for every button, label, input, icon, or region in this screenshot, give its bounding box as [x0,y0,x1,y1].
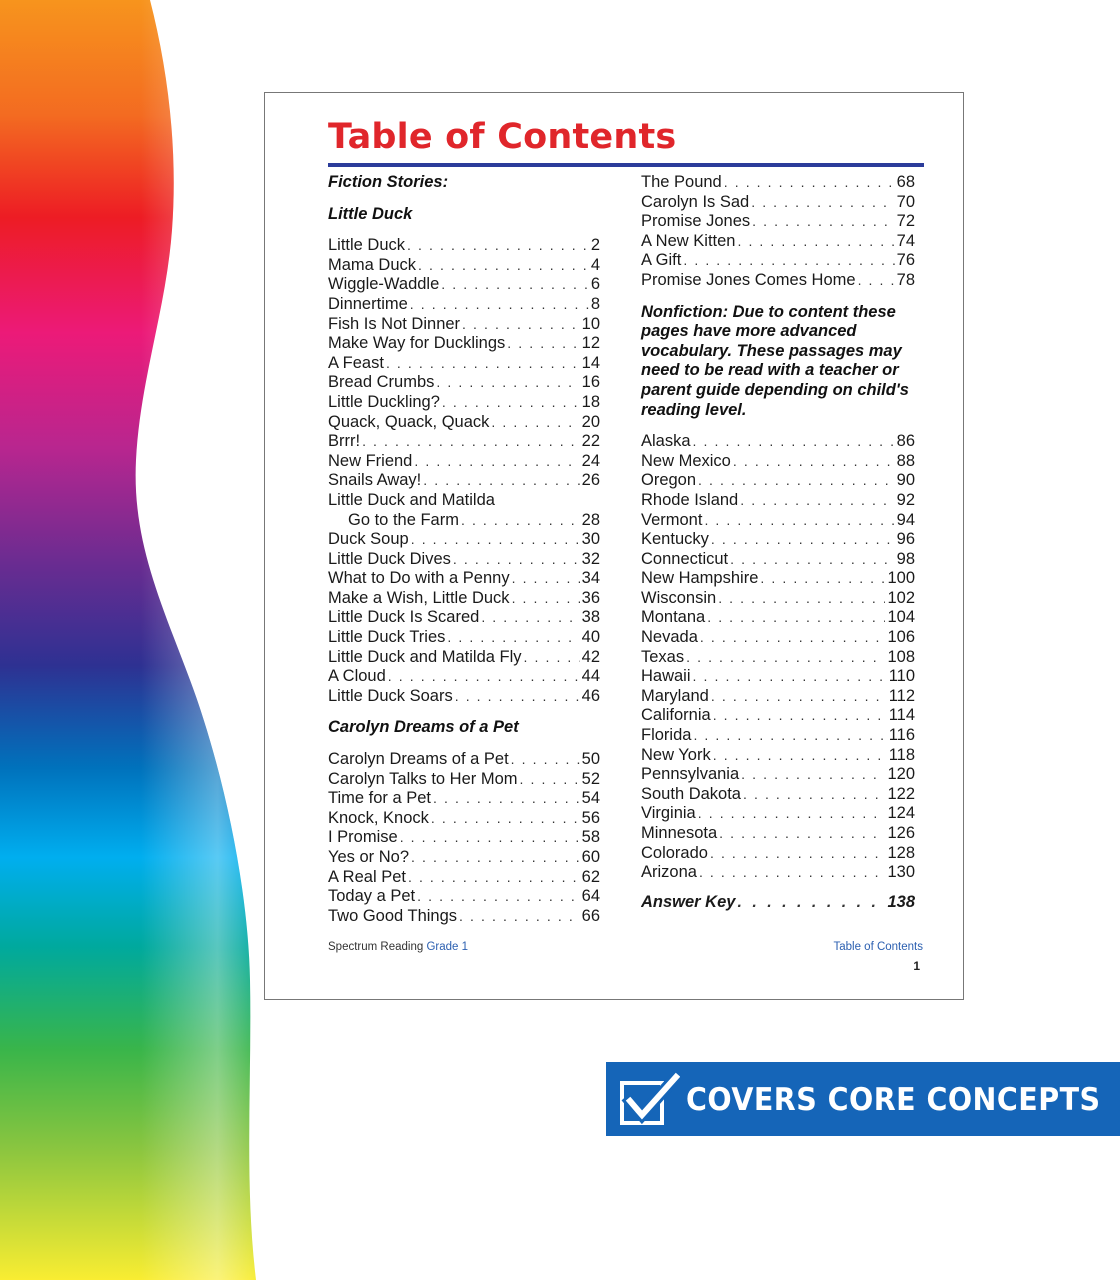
toc-entry[interactable] [328,828,600,848]
footer-series: Spectrum Reading [328,941,424,953]
entry-title: Little Duck Dives [328,549,451,568]
section-heading-fiction: Fiction Stories: [328,173,449,191]
entry-page: 130 [887,863,915,882]
entry-page: 14 [581,353,600,372]
dot-leader [491,413,579,433]
dot-leader [417,887,580,907]
dot-leader [751,193,894,213]
entry-title: New Hampshire [641,569,759,588]
entry-title: Dinnertime [328,294,408,313]
entry-page: 50 [581,750,600,769]
entry-title: Little Duck Soars [328,686,453,705]
toc-entry[interactable] [641,706,915,726]
entry-title: Little Duck and Matilda Fly [328,647,522,666]
entry-title: Hawaii [641,667,691,686]
toc-entry[interactable] [328,413,600,433]
entry-page: 42 [581,647,600,666]
entry-page: 44 [581,667,600,686]
dot-leader [455,687,580,707]
dot-leader [713,746,887,766]
dot-leader [414,452,579,472]
entry-title: Little Duck [328,236,406,255]
entry-page: 126 [887,824,915,842]
entry-title: Go to the Farm [348,510,459,529]
entry-title: South Dakota [641,784,741,803]
toc-entry[interactable] [641,251,915,271]
toc-entry[interactable] [641,550,915,570]
entry-title: Wiggle-Waddle [328,275,440,294]
entry-title: Make a Wish, Little Duck [328,588,510,607]
dot-leader [520,770,580,790]
toc-entry[interactable] [641,667,915,687]
dot-leader [431,809,580,829]
entry-title: Montana [641,608,706,627]
entry-page: 76 [896,251,915,270]
toc-entry[interactable] [641,648,915,668]
entry-title: Arizona [641,863,697,882]
dot-leader [524,648,580,668]
toc-entry[interactable] [641,432,915,452]
toc-entry[interactable] [641,785,915,805]
entry-page: 20 [581,412,600,431]
toc-entry[interactable] [328,393,600,413]
entry-title: Florida [641,726,692,745]
entry-title: Wisconsin [641,588,717,607]
title-underline [328,163,924,167]
entry-page: 6 [590,275,600,294]
entry-page: 4 [590,255,600,274]
toc-page [264,92,964,1000]
entry-title: California [641,706,711,725]
toc-entry[interactable] [328,275,600,295]
footer-grade: Grade 1 [426,941,469,953]
entry-page: 114 [888,706,915,725]
toc-right-column [641,173,915,912]
toc-entry[interactable] [328,770,600,790]
toc-entry[interactable] [328,687,600,707]
entry-title: Fish Is Not Dinner [328,314,461,333]
dot-leader [760,569,885,589]
entry-page: 98 [896,549,915,568]
dot-leader [442,393,580,413]
dot-leader [733,452,895,472]
entry-page: 70 [896,192,915,211]
entry-page: 56 [581,808,600,827]
toc-entry[interactable] [328,907,600,927]
entry-title: Little Duck Is Scared [328,608,480,627]
footer-section: Table of Contents [833,941,923,953]
entry-page: 30 [581,530,600,549]
entry-page: 118 [888,745,915,764]
entry-title: A Real Pet [328,867,406,886]
toc-entry[interactable] [641,569,915,589]
dot-leader [704,511,894,531]
dot-leader [724,173,895,193]
entry-title: The Pound [641,173,722,191]
entry-page: 88 [896,451,915,470]
entry-page: 64 [581,887,600,906]
dot-leader [511,750,580,770]
entry-title: New York [641,745,711,764]
toc-entry[interactable] [328,868,600,888]
toc-entry[interactable] [328,295,600,315]
entry-page: 60 [581,848,600,866]
rainbow-swoosh-decoration [0,0,300,1280]
toc-entry[interactable] [328,511,600,531]
entry-page: 2 [590,236,600,255]
entry-page: 26 [581,471,600,490]
dot-leader [441,275,589,295]
dot-leader [683,251,894,271]
dot-leader [711,687,887,707]
entry-title: Mama Duck [328,255,417,274]
toc-entry[interactable] [328,471,600,491]
toc-entry[interactable] [328,452,600,472]
entry-page: 46 [581,686,600,705]
toc-entry[interactable] [328,256,600,276]
entry-title: Quack, Quack, Quack [328,412,490,431]
section-heading-little-duck: Little Duck [328,204,413,223]
entry-title: Texas [641,647,685,666]
toc-entry[interactable] [641,687,915,707]
entry-title: Little Duck and Matilda [328,490,495,509]
toc-list-carolyn [328,750,600,926]
dot-leader [693,726,886,746]
entry-title: Colorado [641,843,708,862]
dot-leader [698,804,886,824]
toc-entry[interactable] [328,550,600,570]
dot-leader [362,432,580,452]
entry-title: A Gift [641,251,682,270]
toc-entry[interactable] [328,848,600,868]
toc-entry[interactable] [641,491,915,511]
entry-title: What to Do with a Penny [328,569,510,588]
toc-entry[interactable] [328,608,600,628]
dot-leader [481,608,579,628]
entry-page: 78 [896,270,915,289]
toc-entry[interactable] [641,471,915,491]
toc-entry[interactable] [328,648,600,668]
entry-title: A Feast [328,353,384,372]
dot-leader [388,667,580,687]
entry-title: Little Duckling? [328,392,440,411]
entry-title: Yes or No? [328,848,410,866]
toc-entry[interactable] [328,334,600,354]
toc-entry[interactable] [328,789,600,809]
covers-core-concepts-badge [606,1062,1120,1136]
entry-title: Carolyn Is Sad [641,192,750,211]
toc-entry[interactable] [641,530,915,550]
entry-title: Brrr! [328,432,361,451]
dot-leader [707,608,885,628]
entry-page: 62 [581,867,600,886]
toc-entry[interactable] [641,628,915,648]
toc-entry[interactable] [328,432,600,452]
entry-title: Maryland [641,686,709,705]
toc-entry[interactable] [641,173,915,193]
toc-entry[interactable] [328,569,600,589]
entry-title: Rhode Island [641,490,739,509]
dot-leader [410,295,589,315]
toc-entry[interactable] [641,271,915,291]
entry-page: 54 [581,789,600,808]
dot-leader [740,491,894,511]
entry-title: Carolyn Dreams of a Pet [328,750,509,769]
entry-title: Minnesota [641,824,718,842]
toc-entry[interactable] [328,887,600,907]
answer-key-entry[interactable] [641,893,915,913]
dot-leader [462,315,580,335]
entry-title: Duck Soup [328,530,409,549]
entry-title: New Mexico [641,451,731,470]
toc-entry[interactable] [641,212,915,232]
toc-entry[interactable] [641,804,915,824]
entry-title: Oregon [641,471,697,490]
entry-page: 100 [887,569,915,588]
checkbox-check-icon [618,1071,680,1127]
dot-leader [743,785,885,805]
entry-page: 110 [888,667,915,686]
toc-entry[interactable] [641,193,915,213]
dot-leader [858,271,895,291]
entry-page: 128 [887,843,915,862]
entry-title: Snails Away! [328,471,422,490]
entry-page: 116 [888,726,915,745]
dot-leader [411,530,580,550]
entry-page: 16 [581,373,600,392]
dot-leader [741,765,885,785]
entry-page: 102 [887,588,915,607]
dot-leader [752,212,895,232]
dot-leader [407,236,589,256]
dot-leader [686,648,885,668]
dot-leader [693,667,887,687]
entry-page: 112 [888,686,915,705]
toc-entry[interactable] [641,232,915,252]
entry-title: Promise Jones [641,212,751,231]
entry-page: 52 [581,769,600,788]
entry-page: 18 [581,392,600,411]
entry-title: Promise Jones Comes Home [641,270,856,289]
entry-page: 138 [887,892,915,911]
toc-entry[interactable] [641,608,915,628]
entry-page: 36 [581,588,600,607]
entry-page: 106 [887,628,915,647]
entry-page: 104 [887,608,915,627]
entry-page: 72 [896,212,915,231]
toc-entry[interactable] [328,750,600,770]
toc-entry[interactable] [641,746,915,766]
toc-entry[interactable] [328,354,600,374]
entry-page: 10 [581,314,600,333]
entry-page: 32 [581,549,600,568]
entry-page: 34 [581,569,600,588]
entry-title: Answer Key [641,892,736,911]
entry-page: 12 [581,334,600,353]
entry-title: Alaska [641,432,691,451]
dot-leader [699,863,886,883]
entry-title: Little Duck Tries [328,628,446,647]
entry-title: A Cloud [328,667,386,686]
dot-leader [713,706,887,726]
page-number: 1 [913,959,920,973]
dot-leader [459,907,580,927]
dot-leader [730,550,895,570]
entry-page: 66 [581,906,600,925]
entry-title: Time for a Pet [328,789,432,808]
footer-book-title [328,941,468,953]
entry-title: Today a Pet [328,887,416,906]
dot-leader [700,628,886,648]
toc-entry[interactable] [328,809,600,829]
toc-entry[interactable] [328,236,600,256]
dot-leader [737,232,894,252]
toc-list-nonfiction [641,432,915,883]
toc-entry[interactable] [641,844,915,864]
entry-page: 28 [581,510,600,529]
toc-entry[interactable] [641,589,915,609]
toc-entry[interactable] [641,824,915,844]
entry-page: 94 [896,510,915,529]
entry-title: Kentucky [641,530,709,549]
entry-page: 58 [581,828,600,847]
entry-title: A New Kitten [641,231,736,250]
entry-page: 122 [887,784,915,803]
entry-title: Nevada [641,628,698,647]
dot-leader [433,789,580,809]
entry-page: 92 [896,490,915,509]
entry-title: Two Good Things [328,906,458,925]
nonfiction-note: Nonfiction: Due to content these pages have more advanced vocabulary. These passages may need to be read with a teacher or parent guide depending on child's reading level. [641,302,909,419]
entry-page: 22 [581,432,600,451]
dot-leader [436,373,579,393]
entry-page: 120 [887,765,915,784]
toc-entry[interactable] [641,452,915,472]
toc-entry[interactable] [641,863,915,883]
entry-title: Bread Crumbs [328,373,435,392]
dot-leader [507,334,579,354]
entry-page: 86 [896,432,915,451]
entry-title: Knock, Knock [328,808,429,827]
dot-leader [461,511,580,531]
entry-title: Make Way for Ducklings [328,334,506,353]
entry-page: 8 [590,294,600,313]
dot-leader [386,354,580,374]
entry-title: New Friend [328,451,413,470]
toc-left-column [328,173,600,926]
dot-leader [418,256,589,276]
dot-leader [408,868,580,888]
toc-entry[interactable] [641,765,915,785]
dot-leader [400,828,580,848]
entry-page: 24 [581,451,600,470]
dot-leader [737,893,885,913]
entry-page: 96 [896,530,915,549]
dot-leader [719,824,885,844]
entry-page: 74 [896,231,915,250]
entry-title: Virginia [641,804,696,823]
entry-title: Connecticut [641,549,729,568]
toc-entry[interactable] [328,530,600,550]
entry-title: Pennsylvania [641,765,740,784]
section-heading-carolyn: Carolyn Dreams of a Pet [328,718,519,737]
toc-list-little-duck [328,236,600,706]
toc-entry[interactable] [328,491,600,511]
toc-entry[interactable] [641,511,915,531]
entry-title: Carolyn Talks to Her Mom [328,769,518,788]
toc-entry[interactable] [328,589,600,609]
entry-page: 124 [887,804,915,823]
entry-page: 38 [581,608,600,627]
page-title: Table of Contents [328,117,677,157]
dot-leader [447,628,579,648]
entry-title: Vermont [641,510,703,529]
dot-leader [693,432,895,452]
entry-title: I Promise [328,828,398,847]
dot-leader [512,569,580,589]
dot-leader [512,589,580,609]
dot-leader [411,848,580,868]
toc-entry[interactable] [328,628,600,648]
dot-leader [718,589,885,609]
dot-leader [698,471,895,491]
entry-page: 40 [581,628,600,647]
dot-leader [453,550,580,570]
toc-entry[interactable] [641,726,915,746]
entry-page: 90 [896,471,915,490]
entry-page: 108 [887,647,915,666]
toc-entry[interactable] [328,315,600,335]
badge-text: COVERS CORE CONCEPTS [686,1082,1101,1118]
toc-entry[interactable] [328,373,600,393]
toc-list-carolyn-continued [641,173,915,291]
entry-page: 68 [896,173,915,191]
dot-leader [710,844,886,864]
dot-leader [711,530,895,550]
dot-leader [423,471,579,491]
toc-entry[interactable] [328,667,600,687]
